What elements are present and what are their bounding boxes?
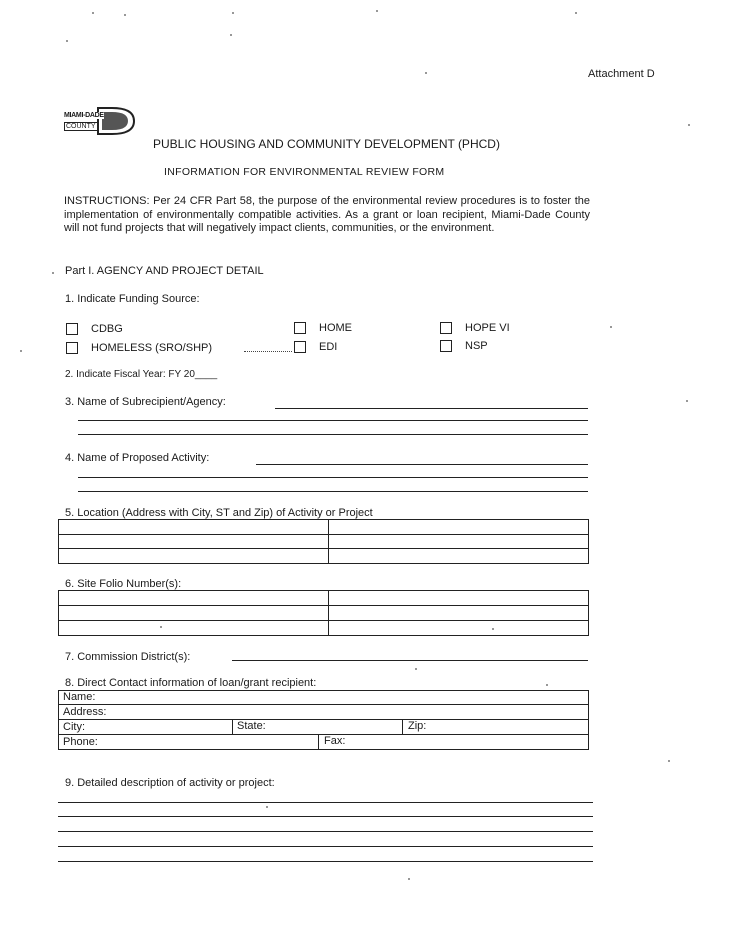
contact-zip-label: Zip: — [408, 720, 427, 732]
q3-label: 3. Name of Subrecipient/Agency: — [65, 396, 226, 408]
scan-speck — [20, 350, 22, 352]
contact-city-label: City: — [63, 721, 85, 733]
q9-answer-line-5[interactable] — [58, 861, 593, 862]
contact-address-label: Address: — [63, 706, 107, 718]
home-label: HOME — [319, 322, 352, 334]
home-checkbox[interactable] — [294, 322, 306, 334]
scan-speck — [688, 124, 690, 126]
contact-name-label: Name: — [63, 691, 96, 703]
contact-fax-label: Fax: — [324, 735, 346, 747]
homeless-checkbox[interactable] — [66, 342, 78, 354]
folio-column-divider — [328, 590, 329, 635]
contact-state-label: State: — [237, 720, 266, 732]
q4-answer-line-3[interactable] — [78, 491, 588, 492]
logo-line1: MIAMI-DADE — [64, 112, 104, 119]
q4-answer-line-1[interactable] — [256, 464, 588, 465]
q9-answer-line-3[interactable] — [58, 831, 593, 832]
nsp-checkbox[interactable] — [440, 340, 452, 352]
contact-row-divider-3 — [58, 734, 588, 735]
scan-speck — [160, 626, 162, 628]
attachment-label: Attachment D — [588, 68, 655, 80]
state-zip-divider — [402, 719, 403, 734]
q4-answer-line-2[interactable] — [78, 477, 588, 478]
folio-table — [58, 590, 589, 636]
scan-speck — [66, 40, 68, 42]
phone-fax-divider — [318, 734, 319, 749]
q9-answer-line-1[interactable] — [58, 802, 593, 803]
logo-icon — [64, 106, 138, 136]
scan-speck — [492, 628, 494, 630]
q1-label: 1. Indicate Funding Source: — [65, 293, 200, 305]
q3-answer-line-1[interactable] — [275, 408, 588, 409]
hopevi-label: HOPE VI — [465, 322, 510, 334]
location-column-divider — [328, 519, 329, 563]
q4-label: 4. Name of Proposed Activity: — [65, 452, 210, 464]
location-table — [58, 519, 589, 564]
edi-label: EDI — [319, 341, 338, 353]
contact-phone-label: Phone: — [63, 736, 98, 748]
scan-speck — [124, 14, 126, 16]
page-title: PUBLIC HOUSING AND COMMUNITY DEVELOPMENT (PHCD) — [153, 137, 500, 151]
scan-speck — [408, 878, 410, 880]
q3-answer-line-3[interactable] — [78, 434, 588, 435]
q8-label: 8. Direct Contact information of loan/grant recipient: — [65, 677, 317, 689]
scan-speck — [575, 12, 577, 14]
edi-leader — [244, 351, 292, 352]
logo-line2: COUNTY — [66, 123, 96, 130]
location-row-divider-1 — [58, 534, 588, 535]
contact-row-divider-2 — [58, 719, 588, 720]
q2-label: 2. Indicate Fiscal Year: FY 20____ — [65, 369, 218, 380]
scan-speck — [686, 400, 688, 402]
q9-answer-line-2[interactable] — [58, 816, 593, 817]
q6-label: 6. Site Folio Number(s): — [65, 578, 182, 590]
q9-answer-line-4[interactable] — [58, 846, 593, 847]
folio-row-divider-1 — [58, 605, 588, 606]
city-state-divider — [232, 719, 233, 734]
miami-dade-logo — [64, 106, 138, 136]
q5-label: 5. Location (Address with City, ST and Zip) of Activity or Project — [65, 507, 373, 519]
contact-row-divider-1 — [58, 704, 588, 705]
cdbg-label: CDBG — [91, 323, 123, 335]
scan-speck — [232, 12, 234, 14]
scan-speck — [546, 684, 548, 686]
scan-speck — [52, 272, 54, 274]
q9-label: 9. Detailed description of activity or project: — [65, 777, 275, 789]
q7-label: 7. Commission District(s): — [65, 651, 191, 663]
scan-speck — [266, 806, 268, 808]
part1-heading: Part I. AGENCY AND PROJECT DETAIL — [65, 265, 264, 277]
scan-speck — [230, 34, 232, 36]
q3-answer-line-2[interactable] — [78, 420, 588, 421]
scan-speck — [610, 326, 612, 328]
q7-answer-line[interactable] — [232, 660, 588, 661]
scan-speck — [376, 10, 378, 12]
homeless-label: HOMELESS (SRO/SHP) — [91, 342, 213, 354]
form-subtitle: INFORMATION FOR ENVIRONMENTAL REVIEW FORM — [164, 166, 445, 178]
scan-speck — [425, 72, 427, 74]
scan-speck — [415, 668, 417, 670]
folio-row-divider-2 — [58, 620, 588, 621]
edi-checkbox[interactable] — [294, 341, 306, 353]
hopevi-checkbox[interactable] — [440, 322, 452, 334]
scan-speck — [92, 12, 94, 14]
instructions-text: INSTRUCTIONS: Per 24 CFR Part 58, the purpose of the environmental review procedures is to foster the implementation of environmentally compatible activities. As a grant or loan recipient, Miami-Dade County will not fund projects that will negatively impact clients, communities, or the environment. — [64, 195, 590, 234]
nsp-label: NSP — [465, 340, 488, 352]
cdbg-checkbox[interactable] — [66, 323, 78, 335]
scan-speck — [668, 760, 670, 762]
location-row-divider-2 — [58, 548, 588, 549]
